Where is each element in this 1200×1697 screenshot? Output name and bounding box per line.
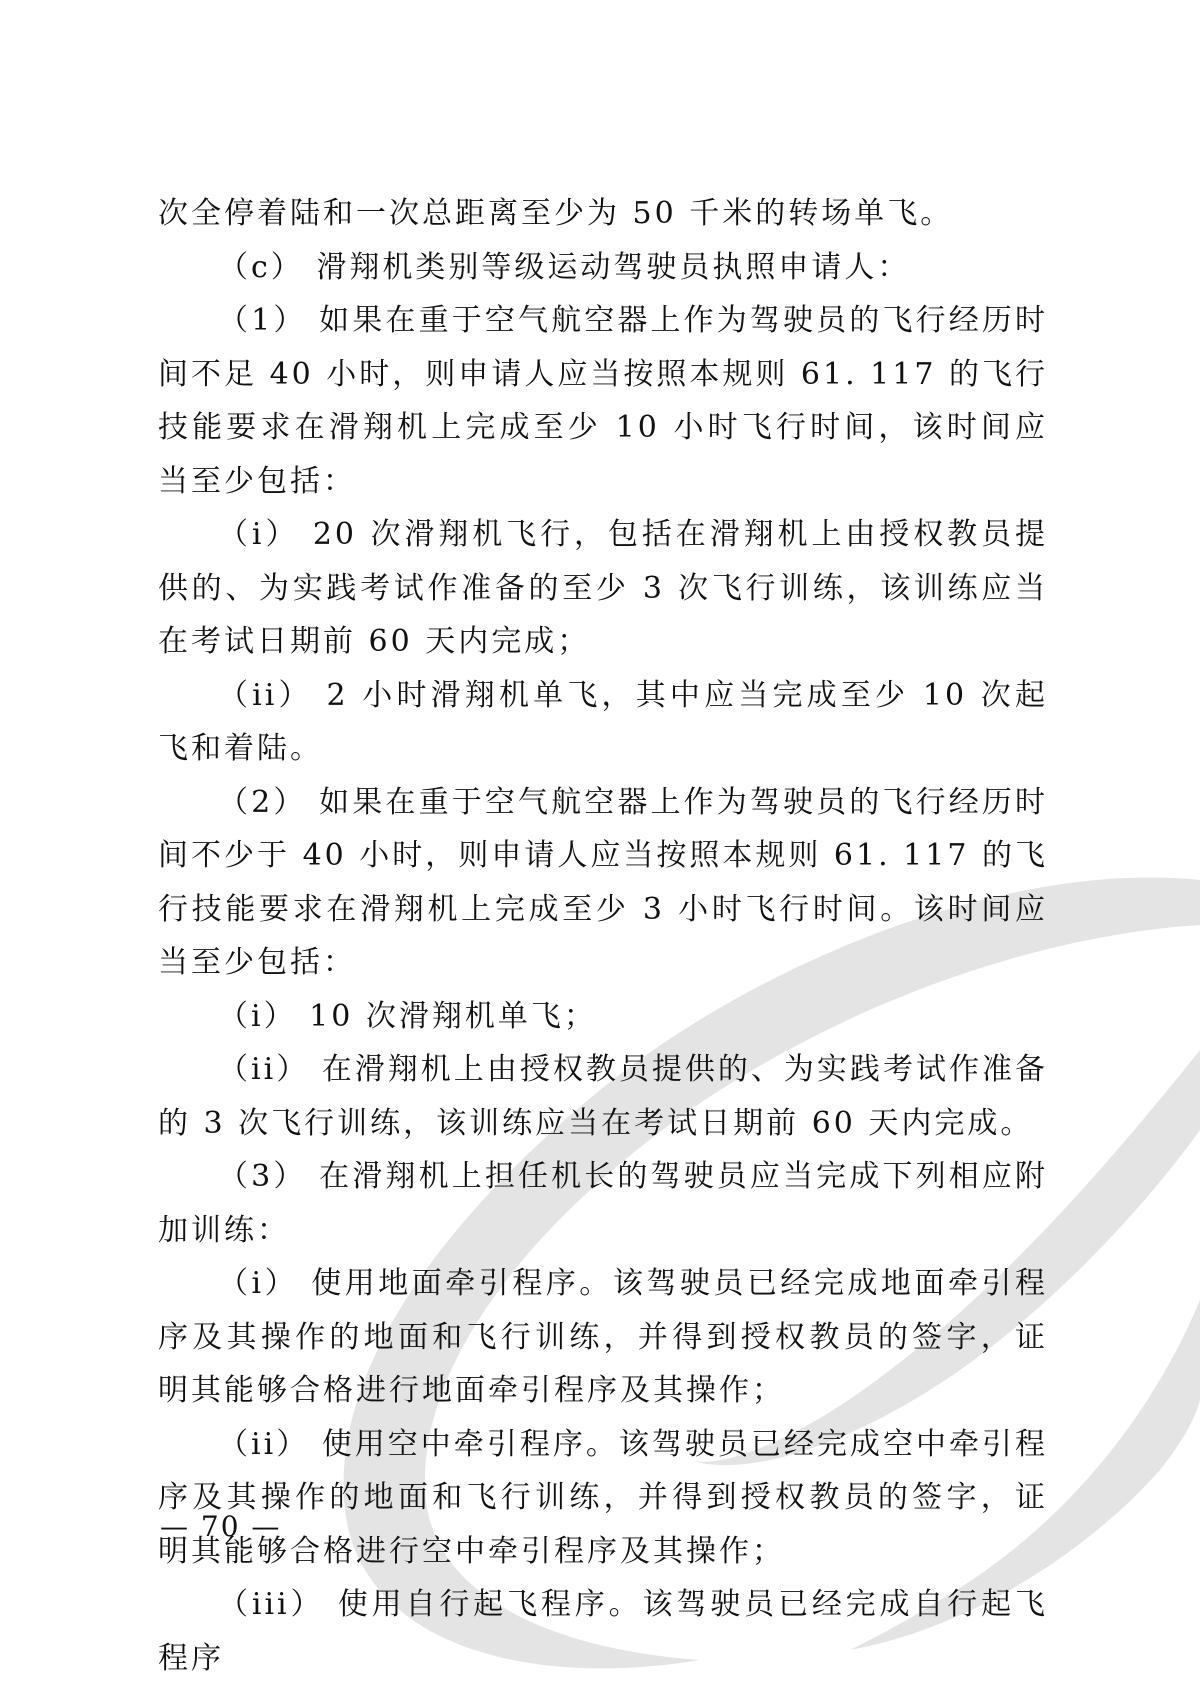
paragraph-c3-iii: （iii） 使用自行起飞程序。该驾驶员已经完成自行起飞程序 [158,1587,1048,1676]
page-number: — 70 — [160,1510,282,1543]
paragraph-c3: （3） 在滑翔机上担任机长的驾驶员应当完成下列相应附加训练： [158,1159,1048,1248]
paragraph-c2: （2） 如果在重于空气航空器上作为驾驶员的飞行经历时间不少于 40 小时，则申请人应当按照本规则 61. 117 的飞行技能要求在滑翔机上完成至少 3 小时飞行时间。该时间应当至少包括： [158,784,1048,980]
paragraph-c3-ii: （ii） 使用空中牵引程序。该驾驶员已经完成空中牵引程序及其操作的地面和飞行训练，并得到授权教员的签字，证明其能够合格进行空中牵引程序及其操作； [158,1426,1048,1569]
paragraph-c2-ii: （ii） 在滑翔机上由授权教员提供的、为实践考试作准备的 3 次飞行训练，该训练应当在考试日期前 60 天内完成。 [158,1052,1048,1141]
paragraph-c-heading: （c） 滑翔机类别等级运动驾驶员执照申请人： [218,249,911,285]
paragraph-c2-i: （i） 10 次滑翔机单飞； [218,998,597,1034]
paragraph-c3-i: （i） 使用地面牵引程序。该驾驶员已经完成地面牵引程序及其操作的地面和飞行训练，并得到授权教员的签字，证明其能够合格进行地面牵引程序及其操作； [158,1266,1048,1408]
paragraph-c1-i: （i） 20 次滑翔机飞行，包括在滑翔机上由授权教员提供的、为实践考试作准备的至少 3 次飞行训练，该训练应当在考试日期前 60 天内完成； [158,517,1048,659]
document-body [158,187,1048,1685]
paragraph-c1-ii: （ii） 2 小时滑翔机单飞，其中应当完成至少 10 次起飞和着陆。 [158,677,1048,766]
paragraph-c1: （1） 如果在重于空气航空器上作为驾驶员的飞行经历时间不足 40 小时，则申请人应当按照本规则 61. 117 的飞行技能要求在滑翔机上完成至少 10 小时飞行时间，该时间应当至少包括： [158,303,1048,499]
paragraph-continuation: 次全停着陆和一次总距离至少为 50 千米的转场单飞。 [158,196,954,231]
